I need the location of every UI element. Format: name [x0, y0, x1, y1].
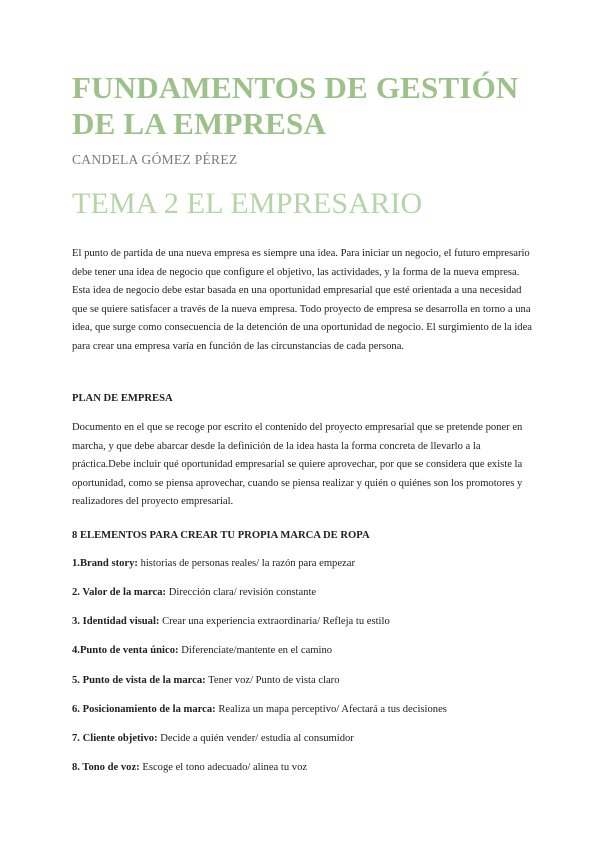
list-item-text: Crear una experiencia extraordinaria/ Refleja tu estilo: [159, 616, 390, 627]
plan-paragraph: Documento en el que se recoge por escrito el contenido del proyecto empresarial que se pretende poner en marcha, y que debe abarcar desde la definición de la idea hasta la forma concreta de llevarlo a la práctica.Debe incluir qué oportunidad empresarial se quiere aprovechar, por que se considera que existe la oportunidad, como se piensa aprovechar, cuando se piensa realizar y quién o quiénes son los promotores y realizadores del proyecto empresarial.: [72, 422, 523, 508]
list-item-label: 7. Cliente objetivo:: [72, 733, 158, 744]
title-line-1: FUNDAMENTOS DE GESTIÓN: [72, 70, 519, 105]
list-item: [72, 557, 542, 571]
list-item: [72, 586, 542, 600]
list-item-label: 8. Tono de voz:: [72, 762, 140, 773]
list-item: [72, 732, 542, 746]
list-item-label: 6. Posicionamiento de la marca:: [72, 704, 216, 715]
list-item-label: 1.Brand story:: [72, 558, 138, 569]
intro-paragraph: El punto de partida de una nueva empresa es siempre una idea. Para iniciar un negocio, el futuro empresario debe tener una idea de negocio que configure el objetivo, las actividades, y la forma de la nueva empresa. Esta idea de negocio debe estar basada en una oportunidad empresarial que esté orientada a una necesidad que se quiere satisfacer a través de la nueva empresa. Todo proyecto de empresa se desarrolla en torno a una idea, que surge como consecuencia de la detención de una oportunidad de negocio. El surgimiento de la idea para crear una empresa varía en función de las circunstancias de cada persona.: [72, 248, 532, 352]
list-item-label: 2. Valor de la marca:: [72, 587, 167, 598]
subheading-elements: 8 ELEMENTOS PARA CREAR TU PROPIA MARCA DE ROPA: [72, 530, 370, 541]
list-item: [72, 761, 542, 775]
subheading-plan: PLAN DE EMPRESA: [72, 393, 173, 404]
title-line-2: DE LA EMPRESA: [72, 106, 327, 141]
list-item: [72, 615, 542, 629]
list-item-label: 3. Identidad visual:: [72, 616, 160, 627]
list-item: [72, 644, 542, 658]
section-heading: TEMA 2 EL EMPRESARIO: [72, 187, 423, 220]
list-item: [72, 674, 542, 688]
author-name: CANDELA GÓMEZ PÉREZ: [72, 152, 238, 167]
document-title: [72, 70, 542, 142]
list-item-text: Escoge el tono adecuado/ alinea tu voz: [139, 762, 308, 773]
list-item-text: Tener voz/ Punto de vista claro: [205, 675, 340, 686]
list-item-text: Realiza un mapa perceptivo/ Afectará a tus decisiones: [215, 704, 447, 715]
list-item-label: 5. Punto de vista de la marca:: [72, 675, 206, 686]
list-item: [72, 703, 542, 717]
list-item-text: Decide a quién vender/ estudia al consumidor: [157, 733, 354, 744]
list-item-text: Dirección clara/ revisión constante: [166, 587, 317, 598]
list-item-text: Diferenciate/mantente en el camino: [178, 645, 333, 656]
list-item-text: historias de personas reales/ la razón para empezar: [137, 558, 355, 569]
list-item-label: 4.Punto de venta único:: [72, 645, 179, 656]
